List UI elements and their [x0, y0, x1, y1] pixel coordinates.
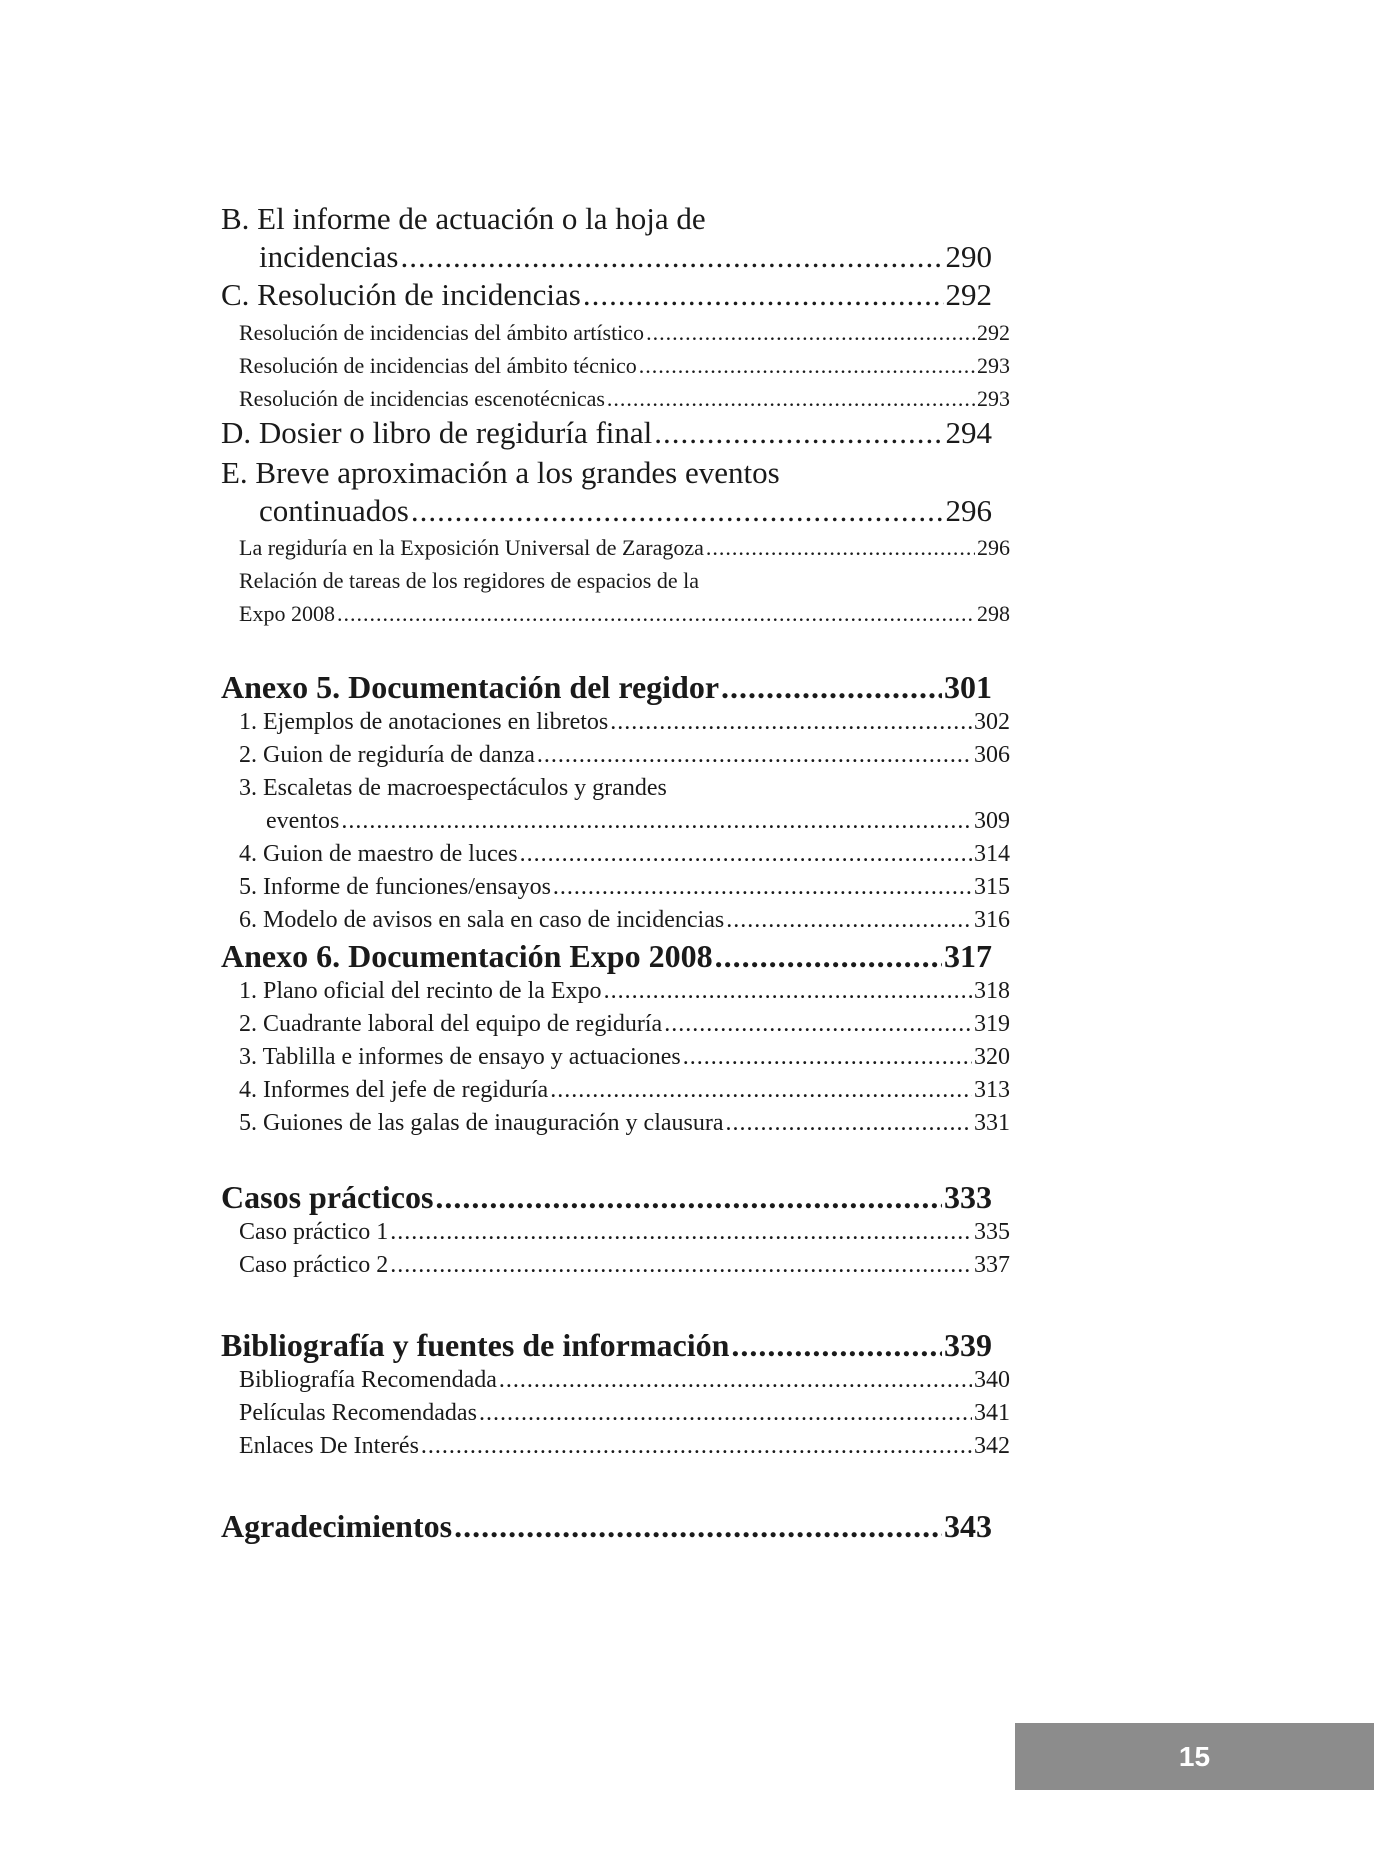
dot-leader [604, 975, 972, 1008]
page-number: 15 [1178, 1740, 1211, 1772]
toc-subentry [221, 1041, 1010, 1074]
toc-entry-page: 316 [974, 907, 1010, 933]
toc-entry-label: Enlaces De Interés [239, 1433, 419, 1459]
toc-entry-page: 331 [974, 1110, 1010, 1136]
toc-heading-anexo6 [221, 937, 992, 975]
toc-entry-page: 301 [944, 669, 992, 705]
toc-subentry [221, 975, 1010, 1008]
dot-leader [499, 1364, 972, 1397]
dot-leader [550, 1074, 972, 1107]
toc-entry-page: 306 [974, 742, 1010, 768]
toc-entry-label: Agradecimientos [221, 1508, 453, 1544]
toc-entry-page: 319 [974, 1011, 1010, 1037]
toc-entry-label: 4. Guion de maestro de luces [239, 841, 518, 867]
dot-leader [726, 904, 972, 937]
dot-leader [390, 1249, 972, 1282]
dot-leader [726, 1107, 972, 1140]
toc-entry-label: 1. Plano oficial del recinto de la Expo [239, 978, 602, 1004]
dot-leader [553, 871, 972, 904]
toc-subentry [221, 349, 1010, 382]
dot-leader [411, 492, 944, 530]
toc-entry-page: 340 [974, 1367, 1010, 1393]
dot-leader [731, 1326, 942, 1364]
toc-entry-label: Caso práctico 2 [239, 1252, 389, 1278]
toc-entry-page: 339 [944, 1327, 992, 1363]
toc-entry-label: Resolución de incidencias del ámbito técnico [239, 353, 637, 378]
toc-entry-label: 2. Guion de regiduría de danza [239, 742, 535, 768]
toc-entry-label: B. El informe de actuación o la hoja de [221, 201, 706, 236]
toc-entry-page: 292 [945, 277, 992, 312]
toc-subentry [221, 1216, 1010, 1249]
toc-entry-d [221, 414, 992, 452]
toc-entry-page: 292 [977, 320, 1010, 345]
toc-entry-label: 3. Tablilla e informes de ensayo y actuaciones [239, 1044, 681, 1070]
toc-subentry [221, 531, 1010, 564]
toc-entry-label: eventos [266, 808, 340, 834]
dot-leader [715, 937, 942, 975]
toc-entry-label: Relación de tareas de los regidores de espacios de la [239, 568, 699, 593]
toc-subentry [221, 382, 1010, 415]
dot-leader [683, 1041, 972, 1074]
toc-subentry [221, 1249, 1010, 1282]
toc-entry-e [221, 454, 992, 530]
toc-subentry [221, 772, 1010, 838]
toc-entry-page: 343 [944, 1508, 992, 1544]
toc-subentry [221, 1107, 1010, 1140]
toc-entry-label: D. Dosier o libro de regiduría final [221, 415, 653, 450]
dot-leader [341, 805, 972, 838]
toc-entry-label: 2. Cuadrante laboral del equipo de regiduría [239, 1011, 663, 1037]
toc-entry-label: incidencias [259, 239, 399, 274]
page-number-badge [1015, 1723, 1374, 1790]
toc-entry-label: continuados [259, 493, 409, 528]
toc-entry-b [221, 200, 992, 276]
toc-heading-bibliografia [221, 1326, 992, 1364]
dot-leader [706, 531, 975, 564]
toc-entry-page: 302 [974, 709, 1010, 735]
toc-entry-page: 290 [945, 239, 992, 274]
toc-entry-label: 4. Informes del jefe de regiduría [239, 1077, 549, 1103]
toc-entry-page: 294 [945, 415, 992, 450]
toc-entry-page: 296 [977, 535, 1010, 560]
toc-subentry [221, 1074, 1010, 1107]
toc-entry-label: 3. Escaletas de macroespectáculos y grandes [239, 775, 667, 801]
toc-entry-page: 309 [974, 808, 1010, 834]
dot-leader [400, 238, 943, 276]
toc-entry-page: 318 [974, 978, 1010, 1004]
dot-leader [421, 1430, 972, 1463]
toc-subentry [221, 316, 1010, 349]
toc-entry-page: 293 [977, 353, 1010, 378]
dot-leader [479, 1397, 972, 1430]
toc-entry-label: 1. Ejemplos de anotaciones en libretos [239, 709, 609, 735]
toc-entry-page: 313 [974, 1077, 1010, 1103]
toc-entry-page: 315 [974, 874, 1010, 900]
toc-subentry [221, 904, 1010, 937]
dot-leader [639, 349, 975, 382]
toc-entry-page: 342 [974, 1433, 1010, 1459]
toc-entry-label: Bibliografía y fuentes de información [221, 1327, 730, 1363]
toc-heading-anexo5 [221, 668, 992, 706]
toc-entry-label: Caso práctico 1 [239, 1219, 389, 1245]
dot-leader [337, 597, 975, 630]
toc-entry-label: Resolución de incidencias del ámbito artístico [239, 320, 645, 345]
toc-entry-page: 293 [977, 386, 1010, 411]
dot-leader [537, 739, 972, 772]
dot-leader [646, 316, 975, 349]
toc-entry-label: C. Resolución de incidencias [221, 277, 581, 312]
toc-entry-label: Expo 2008 [239, 601, 335, 626]
toc-entry-page: 333 [944, 1179, 992, 1215]
dot-leader [610, 706, 972, 739]
toc-subentry [221, 739, 1010, 772]
toc-entry-page: 317 [944, 938, 992, 974]
toc-entry-label: Anexo 6. Documentación Expo 2008 [221, 938, 713, 974]
toc-entry-label: Anexo 5. Documentación del regidor [221, 669, 720, 705]
toc-subentry [221, 1397, 1010, 1430]
toc-entry-page: 296 [945, 493, 992, 528]
dot-leader [664, 1008, 972, 1041]
toc-entry-label: La regiduría en la Exposición Universal de Zaragoza [239, 535, 704, 560]
toc-entry-page: 298 [977, 601, 1010, 626]
toc-subentry [221, 706, 1010, 739]
toc-subentry [221, 1008, 1010, 1041]
toc-subentry [221, 564, 1010, 630]
toc-subentry [221, 1364, 1010, 1397]
toc-entry-label: E. Breve aproximación a los grandes eventos [221, 455, 780, 490]
toc-subentry [221, 1430, 1010, 1463]
toc-entry-page: 337 [974, 1252, 1010, 1278]
toc-heading-agradecimientos [221, 1507, 992, 1545]
toc-entry-label: Películas Recomendadas [239, 1400, 477, 1426]
dot-leader [435, 1178, 942, 1216]
toc-entry-label: Casos prácticos [221, 1179, 434, 1215]
dot-leader [607, 382, 975, 415]
dot-leader [721, 668, 942, 706]
dot-leader [520, 838, 972, 871]
toc-subentry [221, 871, 1010, 904]
toc-entry-label: 6. Modelo de avisos en sala en caso de incidencias [239, 907, 725, 933]
toc-entry-label: Resolución de incidencias escenotécnicas [239, 386, 605, 411]
toc-entry-page: 314 [974, 841, 1010, 867]
dot-leader [654, 414, 943, 452]
dot-leader [583, 276, 944, 314]
toc-heading-casos [221, 1178, 992, 1216]
dot-leader [390, 1216, 972, 1249]
toc-entry-label: 5. Guiones de las galas de inauguración y clausura [239, 1110, 724, 1136]
toc-entry-label: 5. Informe de funciones/ensayos [239, 874, 551, 900]
toc-entry-label: Bibliografía Recomendada [239, 1367, 497, 1393]
toc-entry-page: 320 [974, 1044, 1010, 1070]
toc-subentry [221, 838, 1010, 871]
toc-entry-page: 341 [974, 1400, 1010, 1426]
toc-entry-c [221, 276, 992, 314]
dot-leader [454, 1507, 942, 1545]
toc-entry-page: 335 [974, 1219, 1010, 1245]
